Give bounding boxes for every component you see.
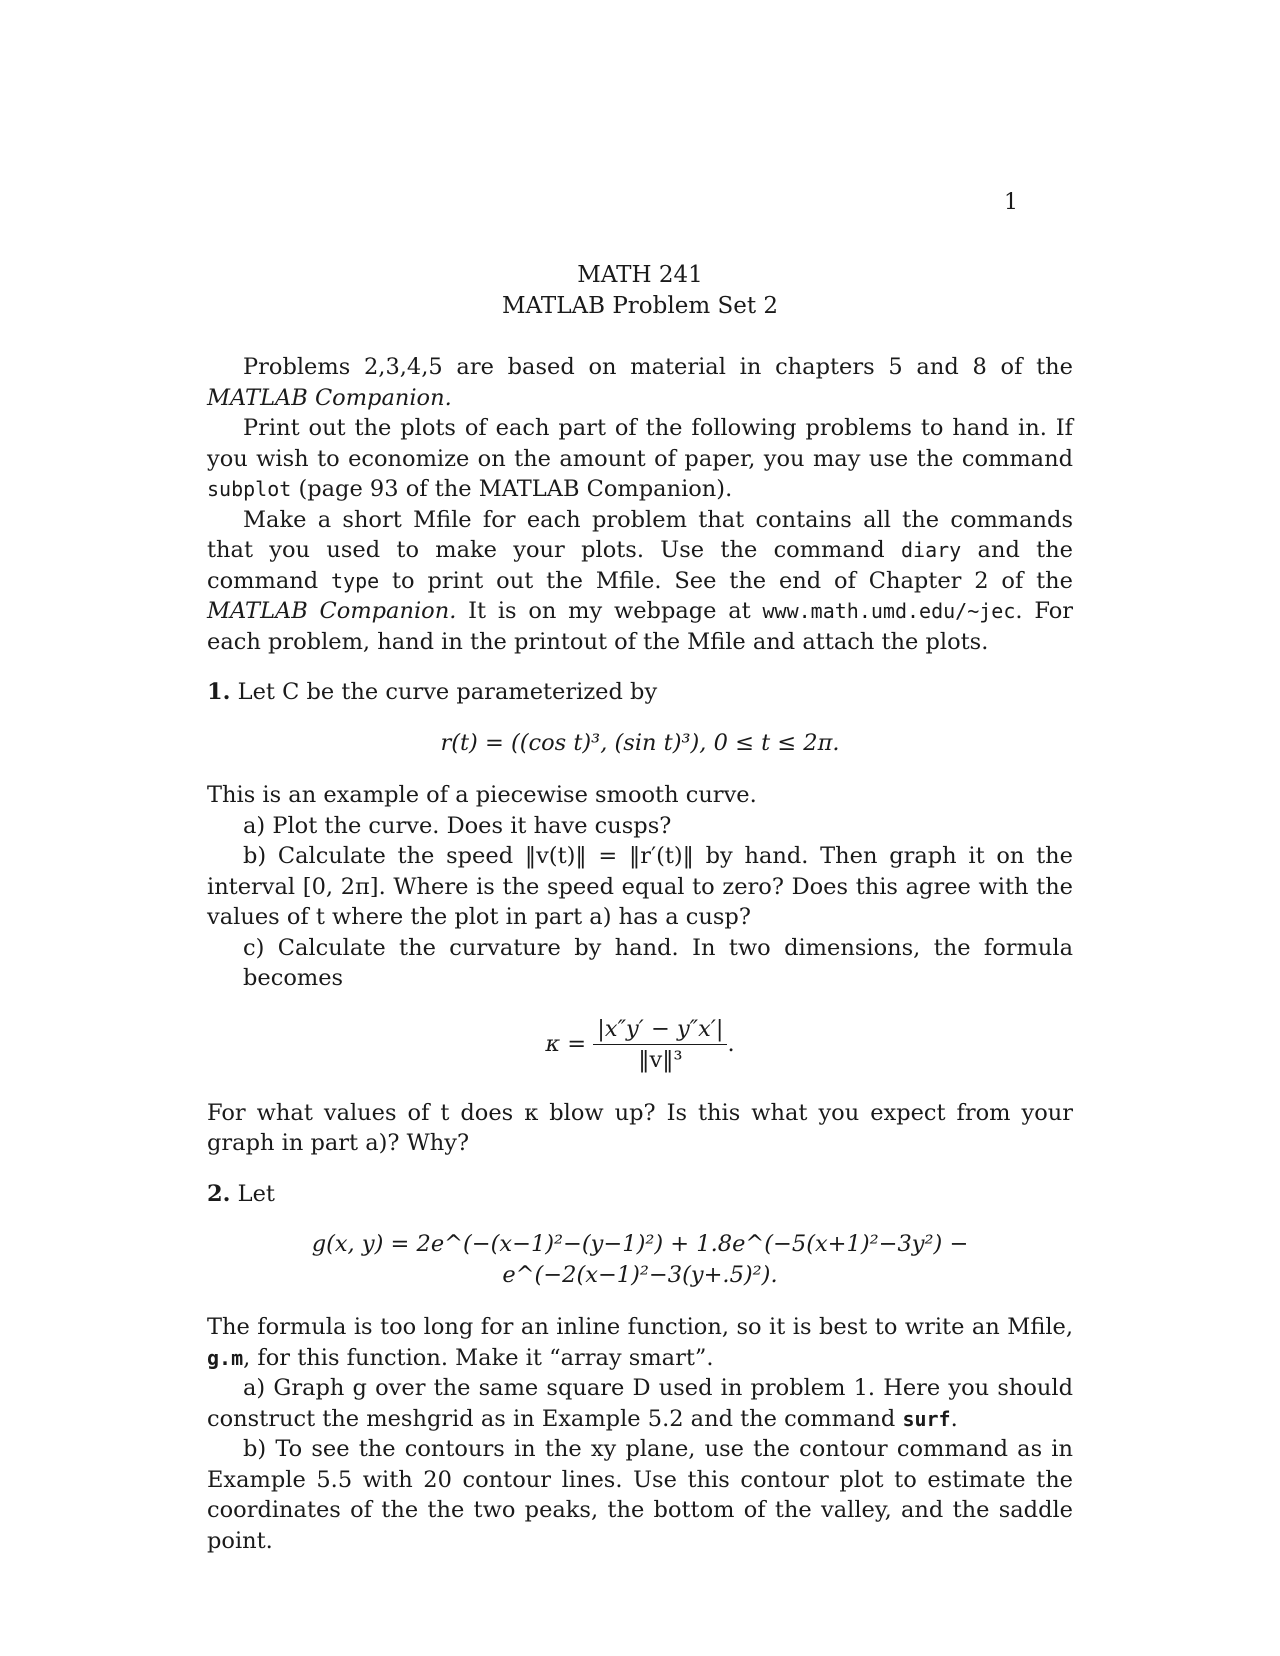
code-surf: surf [902,1406,951,1431]
code-g-m: g.m [207,1345,244,1370]
course-title: MATH 241 [577,262,703,288]
document-body [207,352,1073,1556]
curvature-fraction [593,1014,727,1076]
code-subplot: subplot [207,477,292,501]
problem-set-title: MATLAB Problem Set 2 [501,293,779,319]
problem-2-formula: g(x, y) = 2e^(−(x−1)²−(y−1)²) + 1.8e^(−5(x+1)²−3y²) − e^(−2(x−1)²−3(y+.5)²). [311,1231,969,1288]
code-type: type [330,568,380,593]
problem-2-part-a: a) Graph g over the same square D used in problem 1. Here you should construct the meshgrid as in Example 5.2 and the command surf. [207,1375,1073,1432]
intro-paragraph-2: Print out the plots of each part of the following problems to hand in. If you wish to economize on the amount of paper, you may use the command subplot (page 93 of the MATLAB Companion). [207,415,1073,502]
problem-1-part-a: a) Plot the curve. Does it have cusps? [243,812,672,839]
problem-2-heading: 2. Let [207,1180,275,1207]
intro-paragraph-1: Problems 2,3,4,5 are based on material in chapters 5 and 8 of the MATLAB Companion. [207,354,1073,411]
curvature-formula: κ = $\frac{|x''y' - y''x'|}{\text{‖v‖³}}$ . [207,1014,1073,1076]
problem-1-part-c: c) Calculate the curvature by hand. In two dimensions, the formula becomes [243,934,1073,991]
curvature-numerator: |x″y′ − y″x′| [593,1014,727,1046]
problem-2-part-b: b) To see the contours in the xy plane, use the contour command as in Example 5.5 with 20 contour lines. Use this contour plot to estimate the coordinates of the the two peaks, the bottom of the valley, and the saddle point. [207,1436,1073,1554]
page-number: 1 [1004,190,1018,215]
intro-paragraph-3: Make a short Mfile for each problem that contains all the commands that you used to make your plots. Use the command diary and the command type to print out the Mfile. See the end of Chapter 2 of the MATLAB Companion. It is on my webpage at www.math.umd.edu/~jec. For each problem, hand in the printout of the Mfile and attach the plots. [207,506,1073,655]
code-diary: diary [901,538,962,562]
problem-1-formula: r(t) = ((cos t)³, (sin t)³), 0 ≤ t ≤ 2π. [440,729,840,756]
problem-1-part-b: b) Calculate the speed ‖v(t)‖ = ‖r′(t)‖ by hand. Then graph it on the interval [0, 2π]. Where is the speed equal to zero? Does this agree with the values of t where the plot in part a) has a cusp? [207,843,1073,930]
problem-2-after: The formula is too long for an inline function, so it is best to write an Mfile, g.m, for this function. Make it “array smart”. [207,1314,1073,1371]
title-block [0,260,1280,322]
problem-1-question: For what values of t does κ blow up? Is this what you expect from your graph in part a)? Why? [207,1099,1073,1156]
webpage-url: www.math.umd.edu/~jec [762,599,1016,623]
curvature-denominator: ‖v‖³ [638,1047,683,1073]
problem-1-heading: 1. Let C be the curve parameterized by [207,679,658,705]
problem-1-after: This is an example of a piecewise smooth curve. [207,782,757,808]
kappa-lhs: κ = [545,1030,587,1057]
